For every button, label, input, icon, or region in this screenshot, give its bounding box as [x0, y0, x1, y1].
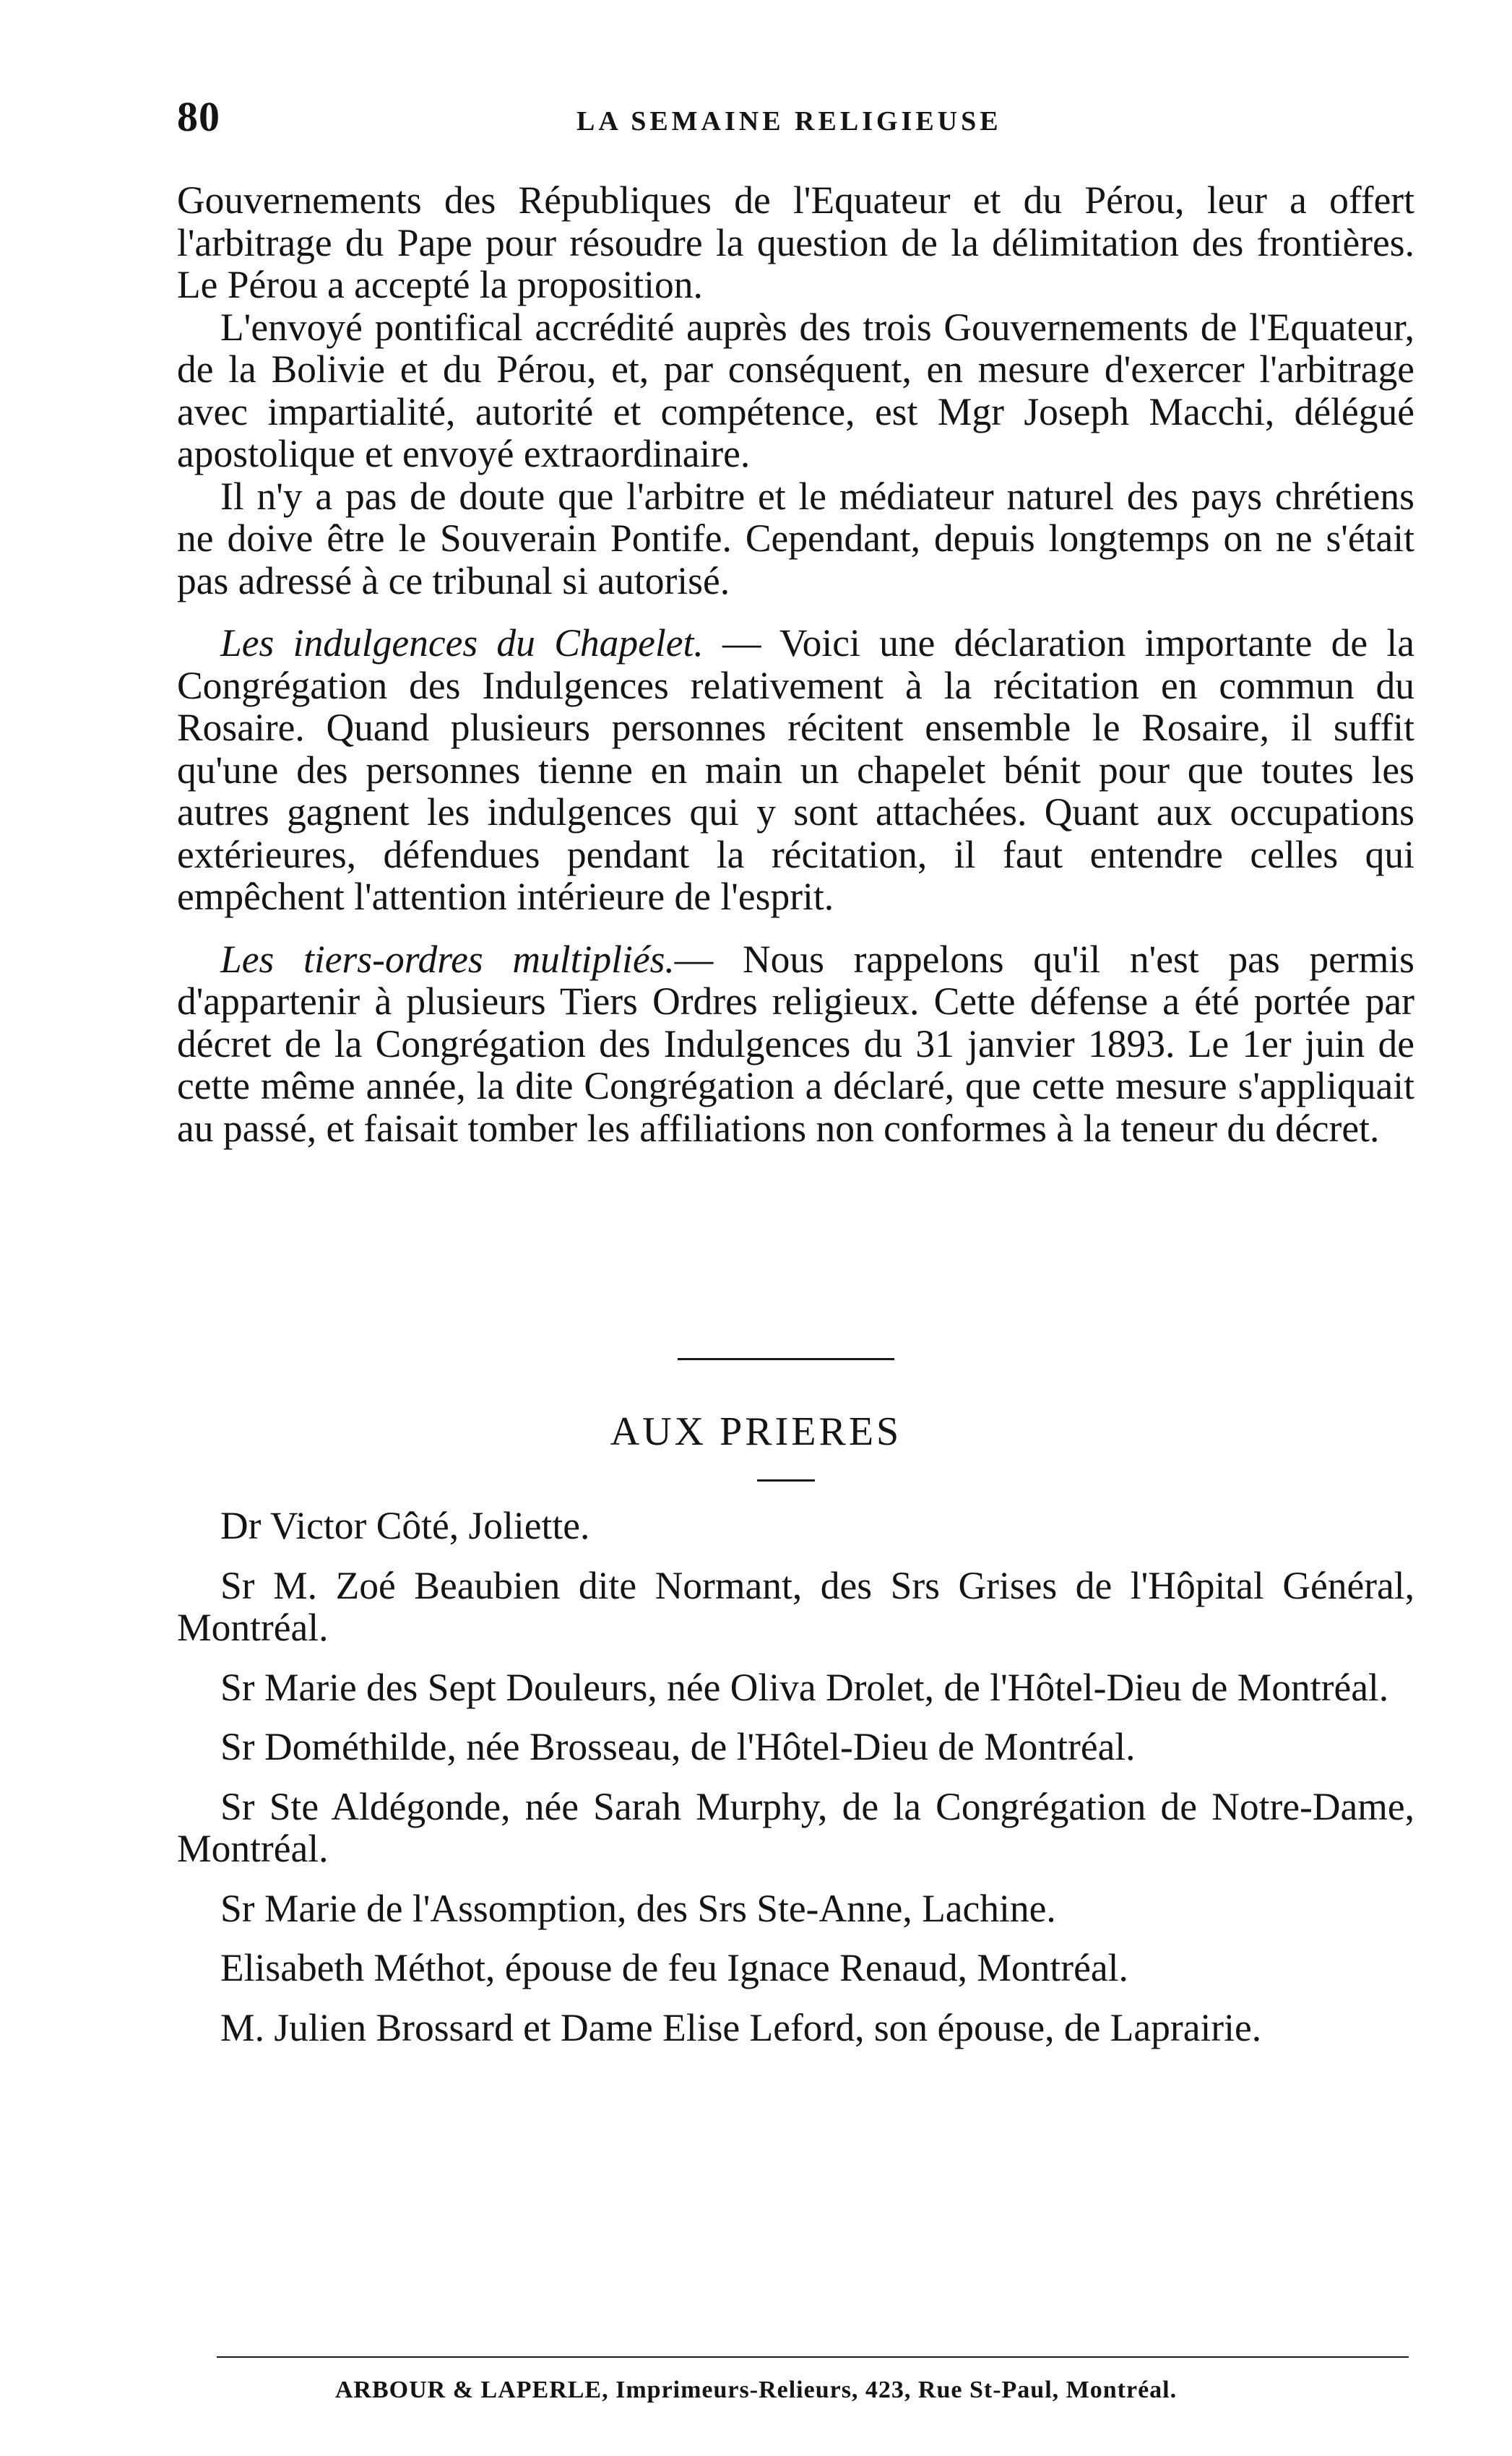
- section-title: AUX PRIERES: [610, 1409, 902, 1454]
- paragraph-tiers-ordres: [177, 938, 1414, 1150]
- list-item: Dr Victor Côté, Joliette.: [220, 1504, 590, 1547]
- section-divider-rule: [678, 1358, 894, 1360]
- list-item: Sr Marie des Sept Douleurs, née Oliva Drolet, de l'Hôtel-Dieu de Montréal.: [220, 1665, 1389, 1709]
- paragraph-arbiter: [177, 475, 1414, 602]
- paragraph-papal-envoy: [177, 306, 1414, 475]
- page-number: 80: [177, 93, 220, 140]
- list-item: Elisabeth Méthot, épouse de feu Ignace Renaud, Montréal.: [220, 1946, 1128, 1989]
- section-title-underline: [757, 1479, 815, 1482]
- printer-imprint: ARBOUR & LAPERLE, Imprimeurs-Relieurs, 423, Rue St-Paul, Montréal.: [334, 2377, 1178, 2403]
- article-body: [177, 179, 1414, 1149]
- paragraph-heading: Les indulgences du Chapelet.: [220, 621, 704, 665]
- paragraph-delimitation: [177, 179, 1414, 306]
- list-item: Sr Marie de l'Assomption, des Srs Ste-Anne, Lachine.: [220, 1886, 1056, 1930]
- list-item: Sr Dométhilde, née Brosseau, de l'Hôtel-Dieu de Montréal.: [220, 1725, 1136, 1768]
- paragraph-text: — Nous rappelons qu'il n'est pas permis d'appartenir à plusieurs Tiers Ordres religieux. Cette défense a été portée par décret de la Congrégation des Indulgences du 31 janvier 1893. Le 1er juin de cette même année, la dite Congrégation a déclaré, que cette mesure s'appliquait au passé, et faisait tomber les affiliations non conformes à la teneur du décret.: [177, 937, 1415, 1150]
- paragraph-text: L'envoyé pontifical accrédité auprès des trois Gouvernements de l'Equateur, de la Bolivie et du Pérou, et, par conséquent, en mesure d'exercer l'arbitrage avec impartialité, autorité et compétence, est Mgr Joseph Macchi, délégué apostolique et envoyé extraordinaire.: [177, 305, 1414, 475]
- paragraph-text: — Voici une déclaration importante de la Congrégation des Indulgences relativement à la récitation en commun du Rosaire. Quand plusieurs personnes récitent ensemble le Rosaire, il suffit qu'une des personnes tienne en main un chapelet bénit pour que toutes les autres gagnent les indulgences qui y sont attachées. Quant aux occupations extérieures, défendues pendant la récitation, il faut entendre celles qui empêchent l'attention intérieure de l'esprit.: [177, 621, 1414, 918]
- paragraph-text: Il n'y a pas de doute que l'arbitre et le médiateur naturel des pays chrétiens ne doive être le Souverain Pontife. Cependant, depuis longtemps on ne s'était pas adressé à ce tribunal si autorisé.: [177, 474, 1414, 602]
- footer-rule: [217, 2356, 1409, 2358]
- paragraph-text: Gouvernements des Républiques de l'Equateur et du Pérou, leur a offert l'arbitrage du Pape pour résoudre la question de la délimitation des frontières. Le Pérou a accepté la proposition.: [177, 178, 1414, 306]
- list-item: Sr M. Zoé Beaubien dite Normant, des Srs Grises de l'Hôpital Général, Montréal.: [177, 1563, 1414, 1649]
- list-item: Sr Ste Aldégonde, née Sarah Murphy, de la Congrégation de Notre-Dame, Montréal.: [177, 1784, 1414, 1870]
- prayer-list: [177, 1505, 1414, 2066]
- paragraph-indulgences: [177, 622, 1414, 918]
- running-head: LA SEMAINE RELIGIEUSE: [576, 106, 1002, 137]
- list-item: M. Julien Brossard et Dame Elise Leford, son épouse, de Laprairie.: [220, 2005, 1262, 2049]
- paragraph-heading: Les tiers-ordres multipliés.: [220, 937, 675, 981]
